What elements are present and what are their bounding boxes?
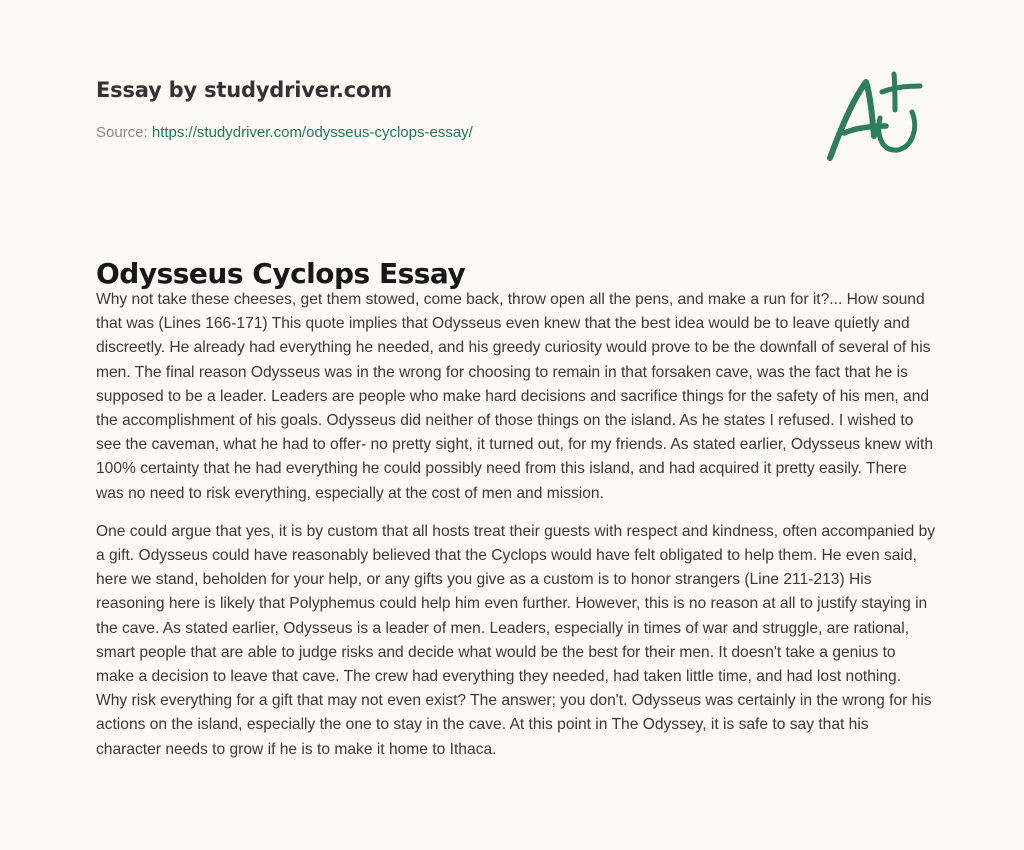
a-plus-grade-icon [822,66,932,166]
source-label: Source: [96,124,148,141]
page-header [96,76,696,142]
site-title: Essay by studydriver.com [96,78,392,102]
source-link[interactable]: https://studydriver.com/odysseus-cyclops-essay/ [151,124,473,141]
essay-body [96,288,936,776]
source-line [96,124,696,142]
essay-paragraph: One could argue that yes, it is by custom that all hosts treat their guests with respect and kindness, often accompanied by a gift. Odysseus could have reasonably believed that the Cyclops would have felt obligated to help them. He even said, here we stand, beholden for your help, or any gifts you give as a custom is to honor strangers (Line 211-213) His reasoning here is likely that Polyphemus could help him even further. However, this is no reason at all to justify staying in the cave. As stated earlier, Odysseus is a leader of men. Leaders, especially in times of war and struggle, are rational, smart people that are able to judge risks and decide what would be the best for their men. It doesn't take a genius to make a decision to leave that cave. The crew had everything they needed, had taken little time, and had lost nothing. Why risk everything for a gift that may not even exist? The answer; you don't. Odysseus was certainly in the wrong for his actions on the island, especially the one to stay in the cave. At this point in The Odyssey, it is safe to say that his character needs to grow if he is to make it home to Ithaca. [96,522,936,758]
essay-title: Odysseus Cyclops Essay [96,257,466,290]
essay-paragraph: Why not take these cheeses, get them stowed, come back, throw open all the pens, and make a run for it?... How sound that was (Lines 166-171) This quote implies that Odysseus even knew that the best idea would be to leave quietly and discreetly. He already had everything he needed, and his greedy curiosity would prove to be the downfall of several of his men. The final reason Odysseus was in the wrong for choosing to remain in that forsaken cave, was the fact that he is supposed to be a leader. Leaders are people who make hard decisions and sacrifice things for the safety of his men, and the accomplishment of his goals. Odysseus did neither of those things on the island. As he states I refused. I wished to see the caveman, what he had to offer- no pretty sight, it turned out, for my friends. As stated earlier, Odysseus knew with 100% certainty that he had everything he could possibly need from this island, and had acquired it pretty easily. There was no need to risk everything, especially at the cost of men and mission. [96,291,934,502]
